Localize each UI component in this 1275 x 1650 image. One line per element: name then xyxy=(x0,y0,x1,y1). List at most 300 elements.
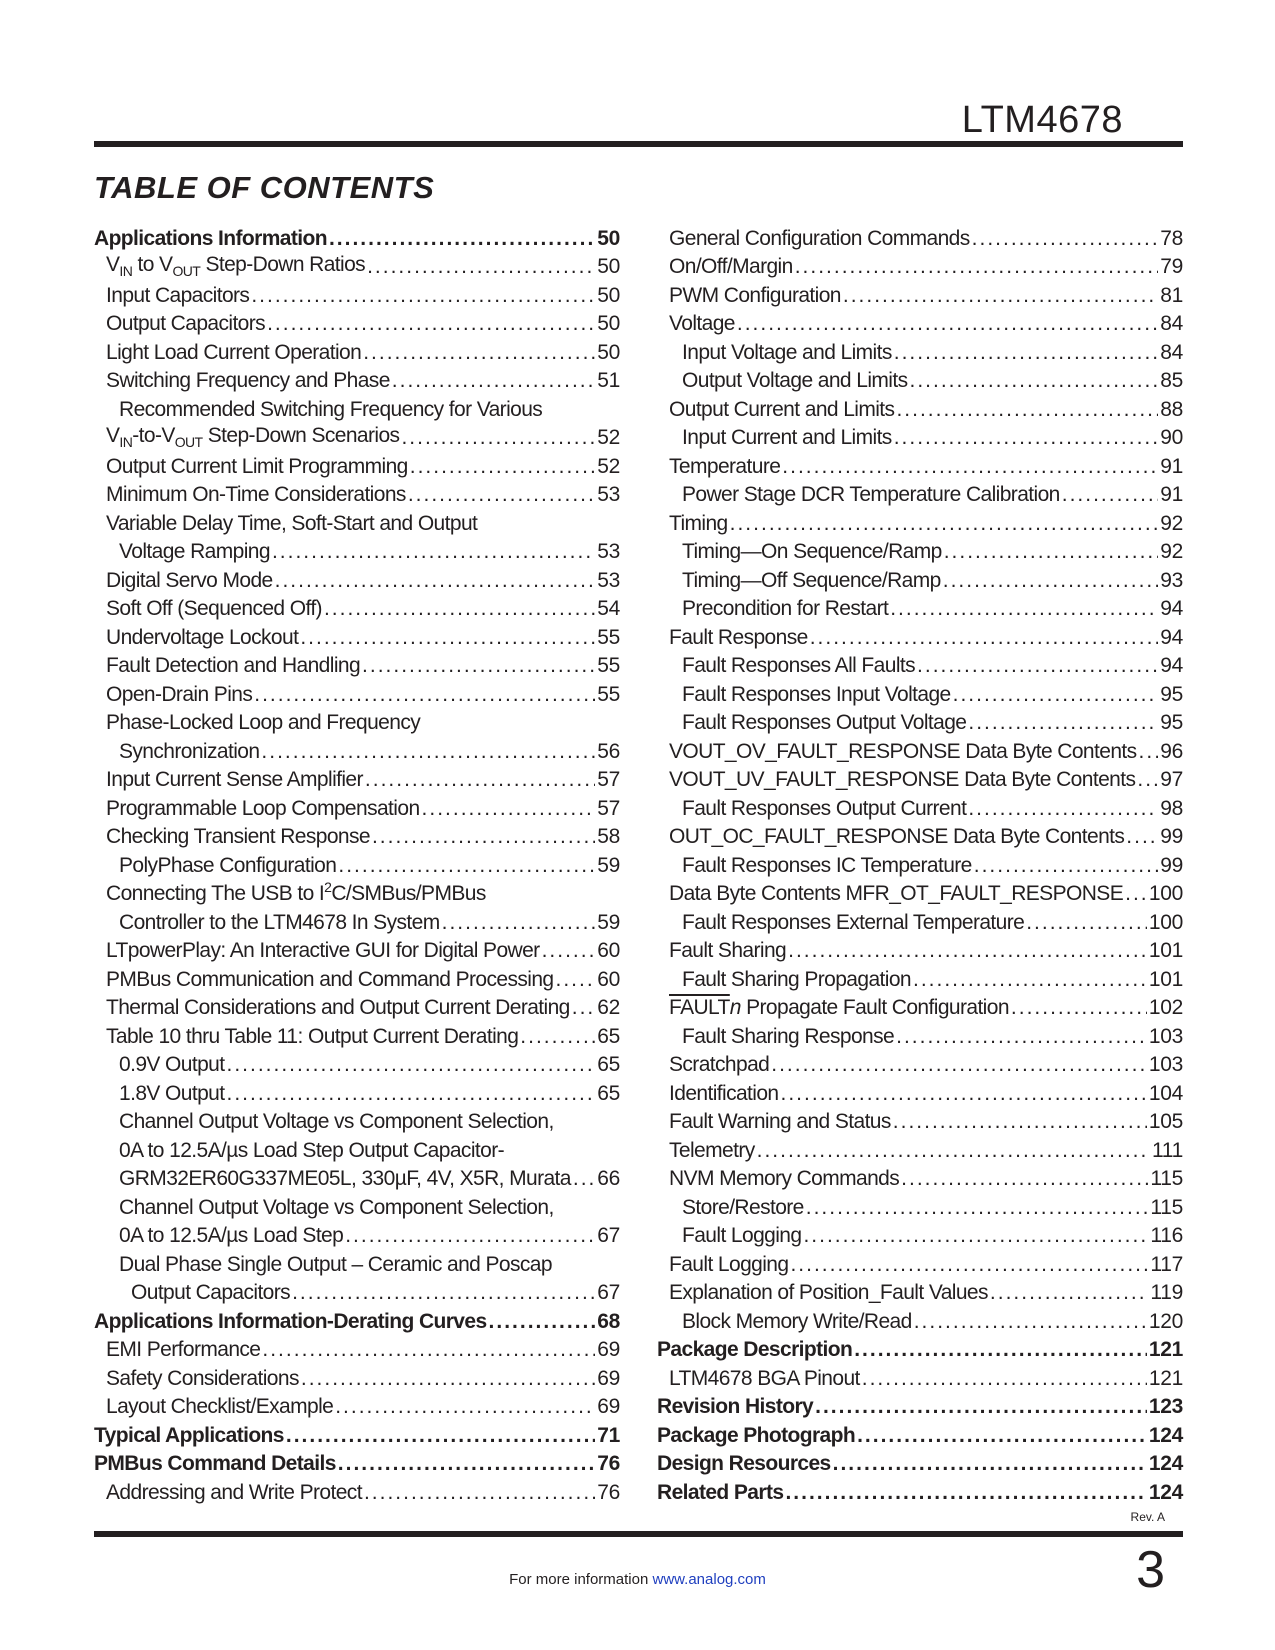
toc-entry-page: 51 xyxy=(597,369,620,392)
toc-entry-title: Temperature xyxy=(669,454,781,478)
toc-leader-dots xyxy=(968,797,1158,821)
toc-entry[interactable] xyxy=(657,1362,1183,1391)
toc-entry-page: 85 xyxy=(1160,369,1183,392)
toc-entry[interactable] xyxy=(657,1248,1183,1277)
toc-entry-title: Open-Drain Pins xyxy=(106,682,253,706)
toc-entry[interactable] xyxy=(657,308,1183,337)
toc-entry-title: Fault Responses Output Current xyxy=(682,796,967,820)
toc-leader-dots xyxy=(226,1082,595,1106)
toc-entry-page: 53 xyxy=(597,568,620,592)
toc-entry[interactable] xyxy=(657,564,1183,593)
toc-entry[interactable] xyxy=(657,1476,1183,1505)
toc-entry-page: 95 xyxy=(1160,682,1183,706)
toc-entry[interactable] xyxy=(94,336,620,365)
toc-entry-title: Switching Frequency and Phase xyxy=(106,369,390,392)
toc-entry[interactable] xyxy=(657,1020,1183,1049)
toc-leader-dots xyxy=(275,569,596,593)
toc-leader-dots xyxy=(542,939,596,963)
toc-leader-dots xyxy=(300,626,595,650)
toc-entry-page: 59 xyxy=(597,910,620,934)
toc-entry-title: VOUT_UV_FAULT_RESPONSE Data Byte Contents xyxy=(669,768,1136,791)
toc-leader-dots xyxy=(573,1167,595,1191)
toc-entry[interactable] xyxy=(94,1334,620,1363)
toc-leader-dots xyxy=(520,1025,595,1049)
toc-entry-title: Fault Responses IC Temperature xyxy=(682,853,972,877)
toc-entry[interactable] xyxy=(94,1305,620,1334)
toc-entry[interactable] xyxy=(94,365,620,394)
toc-leader-dots xyxy=(790,1253,1148,1277)
footer-link[interactable]: www.analog.com xyxy=(652,1571,766,1588)
toc-entry-page: 93 xyxy=(1160,568,1183,592)
toc-entry[interactable] xyxy=(94,564,620,593)
toc-entry-page: 65 xyxy=(597,1024,620,1048)
toc-entry-page: 101 xyxy=(1148,967,1183,991)
toc-entry-page: 104 xyxy=(1148,1081,1183,1105)
toc-entry[interactable] xyxy=(94,849,620,878)
toc-leader-dots xyxy=(261,740,595,764)
toc-entry-page: 55 xyxy=(597,682,620,706)
toc-leader-dots xyxy=(262,1338,595,1362)
toc-entry[interactable] xyxy=(657,450,1183,479)
toc-leader-dots xyxy=(286,1424,595,1448)
toc-entry[interactable] xyxy=(94,1191,620,1220)
toc-leader-dots xyxy=(301,1367,595,1391)
toc-leader-dots xyxy=(364,1481,595,1505)
toc-leader-dots xyxy=(365,768,595,792)
toc-entry-page: 65 xyxy=(597,1053,620,1076)
toc-entry[interactable] xyxy=(94,992,620,1021)
toc-entry[interactable] xyxy=(94,222,620,251)
toc-leader-dots xyxy=(335,1395,595,1419)
toc-entry[interactable] xyxy=(657,1334,1183,1363)
toc-entry-title: Safety Considerations xyxy=(106,1366,299,1390)
toc-entry-page: 55 xyxy=(597,625,620,649)
toc-entry-title: Fault Sharing xyxy=(669,939,787,962)
toc-entry-page: 55 xyxy=(597,654,620,677)
toc-entry[interactable] xyxy=(94,1220,620,1249)
toc-leader-dots xyxy=(1011,996,1147,1020)
toc-entry-title: Precondition for Restart xyxy=(682,597,889,620)
toc-entry[interactable] xyxy=(657,1220,1183,1249)
toc-entry-title: Light Load Current Operation xyxy=(106,340,362,364)
toc-entry[interactable] xyxy=(657,849,1183,878)
toc-leader-dots xyxy=(442,911,596,935)
toc-entry-page: 76 xyxy=(597,1480,620,1504)
toc-entry[interactable] xyxy=(657,707,1183,736)
toc-entry-title: 0.9V Output xyxy=(119,1053,225,1076)
toc-entry-page: 100 xyxy=(1148,910,1183,934)
toc-entry-page: 50 xyxy=(597,226,620,250)
part-number: LTM4678 xyxy=(961,99,1123,141)
toc-leader-dots xyxy=(1126,825,1158,849)
toc-entry-title: Fault Detection and Handling xyxy=(106,654,361,677)
toc-entry[interactable] xyxy=(94,650,620,679)
toc-entry-page: 94 xyxy=(1160,625,1183,649)
toc-entry[interactable] xyxy=(94,1362,620,1391)
toc-leader-dots xyxy=(1026,911,1147,935)
toc-entry[interactable] xyxy=(657,365,1183,394)
toc-entry-page: 50 xyxy=(597,312,620,335)
toc-entry-page: 91 xyxy=(1160,483,1183,506)
toc-entry[interactable] xyxy=(94,507,620,536)
toc-entry[interactable] xyxy=(94,1248,620,1277)
toc-entry[interactable] xyxy=(94,935,620,964)
toc-entry-page: 57 xyxy=(597,768,620,791)
toc-entry-title: Power Stage DCR Temperature Calibration xyxy=(682,483,1060,506)
toc-entry[interactable] xyxy=(657,935,1183,964)
toc-entry-title: EMI Performance xyxy=(106,1338,261,1361)
toc-entry[interactable] xyxy=(657,1077,1183,1106)
toc-entry[interactable] xyxy=(657,1049,1183,1078)
toc-leader-dots xyxy=(408,483,595,507)
toc-entry-title: LTM4678 BGA Pinout xyxy=(669,1366,860,1390)
toc-entry[interactable] xyxy=(94,1077,620,1106)
toc-entry-title: PolyPhase Configuration xyxy=(119,853,337,877)
toc-entry[interactable] xyxy=(94,1277,620,1306)
toc-entry[interactable] xyxy=(94,1134,620,1163)
toc-leader-dots xyxy=(1062,483,1159,507)
toc-entry[interactable] xyxy=(657,650,1183,679)
toc-entry[interactable] xyxy=(657,393,1183,422)
toc-entry-title: Fault Logging xyxy=(682,1224,802,1247)
toc-leader-dots xyxy=(345,1224,595,1248)
toc-entry-title: $V_{IN}-to-V_{OUT}$ Step-Down Scenarios xyxy=(106,423,400,450)
toc-entry-page: 69 xyxy=(597,1366,620,1390)
toc-entry-page: 121 xyxy=(1148,1366,1183,1390)
footer-rule xyxy=(94,1531,1183,1537)
toc-entry-title: 0A to 12.5A/µs Load Step Output Capacitor- xyxy=(119,1138,504,1162)
toc-entry-title: Table 10 thru Table 11: Output Current Derating xyxy=(106,1024,519,1048)
toc-leader-dots xyxy=(810,626,1159,650)
toc-entry-page: 96 xyxy=(1160,739,1183,763)
toc-entry[interactable] xyxy=(94,536,620,565)
toc-entry-page: 103 xyxy=(1148,1053,1183,1076)
toc-entry-title: $V_{IN}$ to $V_{OUT}$ Step-Down Ratios xyxy=(106,252,366,279)
toc-entry-title: Applications Information-Derating Curves xyxy=(94,1309,487,1333)
toc-leader-dots xyxy=(894,426,1159,450)
toc-entry-page: 99 xyxy=(1160,853,1183,877)
toc-entry-title: Digital Servo Mode xyxy=(106,568,273,592)
toc-leader-dots xyxy=(914,1310,1147,1334)
page-title: TABLE OF CONTENTS xyxy=(94,170,435,205)
toc-leader-dots xyxy=(782,455,1158,479)
toc-entry-title: Typical Applications xyxy=(94,1423,284,1447)
toc-entry-page: 115 xyxy=(1150,1195,1183,1219)
toc-entry-page: 58 xyxy=(597,825,620,848)
toc-entry-page: 94 xyxy=(1160,654,1183,677)
toc-entry[interactable] xyxy=(94,1476,620,1505)
toc-entry[interactable] xyxy=(657,1134,1183,1163)
toc-entry-page: 121 xyxy=(1148,1338,1183,1361)
toc-entry[interactable] xyxy=(94,821,620,850)
toc-entry-page: 68 xyxy=(597,1309,620,1333)
toc-leader-dots xyxy=(422,797,596,821)
toc-entry-title: Fault Sharing Propagation xyxy=(682,967,911,991)
toc-entry[interactable] xyxy=(657,621,1183,650)
toc-entry-title: Identification xyxy=(669,1081,779,1105)
toc-entry-title: LTpowerPlay: An Interactive GUI for Digital Power xyxy=(106,939,540,962)
toc-entry-page: 59 xyxy=(597,853,620,877)
toc-leader-dots xyxy=(329,227,595,251)
toc-leader-dots xyxy=(795,255,1159,279)
toc-entry[interactable] xyxy=(94,1049,620,1078)
toc-entry-title: Store/Restore xyxy=(682,1195,804,1219)
toc-entry-title: PMBus Communication and Command Processing xyxy=(106,967,554,991)
toc-entry[interactable] xyxy=(94,279,620,308)
toc-entry[interactable] xyxy=(94,1020,620,1049)
revision-label: Rev. A xyxy=(1130,1510,1165,1524)
toc-leader-dots xyxy=(785,1481,1146,1505)
toc-entry-page: 62 xyxy=(597,996,620,1019)
toc-leader-dots xyxy=(410,455,595,479)
toc-leader-dots xyxy=(913,968,1147,992)
toc-entry-title: Fault Responses All Faults xyxy=(682,654,916,677)
toc-entry-title: PMBus Command Details xyxy=(94,1452,336,1475)
toc-leader-dots xyxy=(1137,768,1158,792)
toc-leader-dots xyxy=(862,1367,1147,1391)
toc-entry[interactable] xyxy=(657,1106,1183,1135)
toc-leader-dots xyxy=(896,1025,1147,1049)
toc-entry-title: Fault Logging xyxy=(669,1252,789,1276)
toc-entry[interactable] xyxy=(94,1419,620,1448)
toc-entry[interactable] xyxy=(94,1106,620,1135)
toc-entry[interactable] xyxy=(657,479,1183,508)
toc-leader-dots xyxy=(489,1310,596,1334)
toc-entry-title: Package Photograph xyxy=(657,1423,856,1447)
toc-leader-dots xyxy=(367,255,595,279)
toc-entry[interactable] xyxy=(94,735,620,764)
toc-entry-title: Timing xyxy=(669,511,728,535)
toc-entry-title: Design Resources xyxy=(657,1452,831,1475)
toc-entry-page: 50 xyxy=(597,255,620,278)
toc-leader-dots xyxy=(890,597,1158,621)
toc-entry[interactable] xyxy=(657,764,1183,793)
toc-entry-page: 117 xyxy=(1150,1252,1183,1276)
toc-entry-page: 105 xyxy=(1148,1110,1183,1133)
toc-entry-title: Timing—Off Sequence/Ramp xyxy=(682,568,941,592)
toc-leader-dots xyxy=(944,540,1159,564)
toc-entry[interactable] xyxy=(94,707,620,736)
toc-entry-page: 84 xyxy=(1160,312,1183,335)
toc-entry-title: Revision History xyxy=(657,1395,814,1418)
toc-entry-page: 92 xyxy=(1160,540,1183,563)
toc-leader-dots xyxy=(910,369,1159,393)
toc-entry[interactable] xyxy=(657,336,1183,365)
toc-entry-title: Block Memory Write/Read xyxy=(682,1309,912,1333)
toc-entry[interactable] xyxy=(657,593,1183,622)
toc-entry[interactable] xyxy=(657,279,1183,308)
toc-entry-page: 115 xyxy=(1150,1167,1183,1190)
toc-entry-page: 76 xyxy=(597,1452,620,1475)
toc-entry[interactable] xyxy=(94,906,620,935)
toc-entry[interactable] xyxy=(657,735,1183,764)
toc-entry[interactable] xyxy=(94,621,620,650)
toc-entry-title: Voltage Ramping xyxy=(119,540,270,563)
toc-entry-page: 124 xyxy=(1148,1452,1183,1475)
toc-entry-title: Timing—On Sequence/Ramp xyxy=(682,540,942,563)
toc-entry-page: 54 xyxy=(597,597,620,620)
toc-entry-title: Checking Transient Response xyxy=(106,825,370,848)
toc-entry[interactable] xyxy=(94,792,620,821)
toc-entry-page: 60 xyxy=(597,967,620,991)
toc-entry-title: Input Current and Limits xyxy=(682,426,892,449)
toc-entry-title: Related Parts xyxy=(657,1480,784,1504)
toc-entry[interactable] xyxy=(94,450,620,479)
toc-entry[interactable] xyxy=(657,222,1183,251)
toc-entry-title: Fault Responses Input Voltage xyxy=(682,682,951,706)
toc-entry-title: Explanation of Position_Fault Values xyxy=(669,1281,988,1304)
toc-entry[interactable] xyxy=(94,1163,620,1192)
toc-entry-title: Addressing and Write Protect xyxy=(106,1480,362,1504)
toc-entry-title: Package Description xyxy=(657,1338,853,1361)
toc-entry[interactable] xyxy=(94,963,620,992)
toc-entry-title: Controller to the LTM4678 In System xyxy=(119,910,440,934)
toc-entry[interactable] xyxy=(657,422,1183,451)
toc-entry[interactable] xyxy=(657,792,1183,821)
toc-leader-dots xyxy=(1139,740,1159,764)
toc-entry-page: 90 xyxy=(1160,426,1183,449)
toc-entry-title: Applications Information xyxy=(94,226,327,250)
toc-entry[interactable] xyxy=(94,593,620,622)
toc-left-column xyxy=(94,222,620,1505)
toc-entry-page: 95 xyxy=(1160,711,1183,734)
toc-entry-title: Programmable Loop Compensation xyxy=(106,796,420,820)
toc-entry[interactable] xyxy=(657,507,1183,536)
toc-leader-dots xyxy=(226,1053,595,1077)
toc-leader-dots xyxy=(757,1139,1150,1163)
toc-entry-page: 66 xyxy=(597,1167,620,1190)
toc-entry-title: Layout Checklist/Example xyxy=(106,1395,334,1418)
toc-entry[interactable] xyxy=(657,1448,1183,1477)
toc-leader-dots xyxy=(254,683,595,707)
toc-entry-title: Recommended Switching Frequency for Various xyxy=(119,397,543,421)
footer-info xyxy=(0,1571,1275,1588)
toc-entry-title: 0A to 12.5A/µs Load Step xyxy=(119,1224,344,1247)
toc-entry-page: 84 xyxy=(1160,340,1183,364)
toc-leader-dots xyxy=(362,654,595,678)
toc-entry-page: 57 xyxy=(597,796,620,820)
toc-leader-dots xyxy=(806,1196,1149,1220)
toc-entry[interactable] xyxy=(94,422,620,451)
toc-entry[interactable] xyxy=(657,1305,1183,1334)
toc-entry[interactable] xyxy=(657,1391,1183,1420)
toc-entry-page: 111 xyxy=(1151,1138,1183,1162)
toc-entry[interactable] xyxy=(657,1163,1183,1192)
toc-entry-page: 50 xyxy=(597,283,620,307)
toc-entry-title: VOUT_OV_FAULT_RESPONSE Data Byte Contents xyxy=(669,739,1137,763)
toc-entry-page: 81 xyxy=(1160,283,1183,307)
toc-leader-dots xyxy=(737,312,1158,336)
toc-entry-page: 97 xyxy=(1160,768,1183,791)
toc-leader-dots xyxy=(943,569,1159,593)
toc-entry-title: Phase-Locked Loop and Frequency xyxy=(106,711,421,734)
toc-leader-dots xyxy=(771,1053,1147,1077)
toc-entry-title: Connecting The USB to $I^2C/SMBus$/PMBus xyxy=(106,879,486,905)
toc-entry-page: 69 xyxy=(597,1338,620,1361)
toc-entry[interactable] xyxy=(657,992,1183,1021)
toc-leader-dots xyxy=(324,597,595,621)
toc-entry[interactable] xyxy=(94,764,620,793)
toc-leader-dots xyxy=(901,1167,1148,1191)
toc-entry[interactable] xyxy=(94,878,620,907)
toc-entry[interactable] xyxy=(94,479,620,508)
toc-entry[interactable] xyxy=(657,906,1183,935)
toc-entry-page: 56 xyxy=(597,739,620,763)
toc-entry-title: Input Capacitors xyxy=(106,283,250,307)
toc-entry-page: 100 xyxy=(1148,882,1183,905)
toc-entry[interactable] xyxy=(657,536,1183,565)
toc-leader-dots xyxy=(917,654,1158,678)
toc-entry[interactable] xyxy=(94,1448,620,1477)
toc-entry-page: 119 xyxy=(1150,1281,1183,1304)
toc-entry[interactable] xyxy=(657,1277,1183,1306)
toc-entry-page: 88 xyxy=(1160,397,1183,421)
toc-entry[interactable] xyxy=(657,1191,1183,1220)
toc-leader-dots xyxy=(990,1281,1149,1305)
toc-entry[interactable] xyxy=(94,308,620,337)
toc-leader-dots xyxy=(843,284,1158,308)
toc-entry-title: Synchronization xyxy=(119,739,260,763)
toc-entry-title: GRM32ER60G337ME05L, 330µF, 4V, X5R, Murata xyxy=(119,1167,571,1190)
toc-leader-dots xyxy=(896,398,1158,422)
toc-entry-page: 124 xyxy=(1148,1423,1183,1447)
toc-leader-dots xyxy=(788,939,1147,963)
toc-entry[interactable] xyxy=(657,963,1183,992)
toc-leader-dots xyxy=(292,1281,595,1305)
toc-entry[interactable] xyxy=(94,393,620,422)
toc-leader-dots xyxy=(803,1224,1148,1248)
toc-entry-title: PWM Configuration xyxy=(669,283,841,307)
toc-entry-page: 67 xyxy=(597,1224,620,1247)
toc-entry[interactable] xyxy=(94,251,620,280)
toc-leader-dots xyxy=(972,227,1159,251)
toc-entry[interactable] xyxy=(657,678,1183,707)
toc-entry-title: Soft Off (Sequenced Off) xyxy=(106,597,322,620)
toc-leader-dots xyxy=(974,854,1158,878)
toc-leader-dots xyxy=(372,825,595,849)
toc-entry-page: 102 xyxy=(1148,996,1183,1019)
toc-entry-page: 52 xyxy=(597,454,620,478)
toc-entry-page: 103 xyxy=(1148,1024,1183,1048)
toc-entry[interactable] xyxy=(657,1419,1183,1448)
toc-entry-page: 116 xyxy=(1150,1224,1183,1247)
toc-entry-title: Dual Phase Single Output – Ceramic and Poscap xyxy=(119,1252,552,1276)
toc-entry-page: 69 xyxy=(597,1395,620,1418)
toc-entry-title: On/Off/Margin xyxy=(669,255,793,278)
toc-entry-title: Output Current and Limits xyxy=(669,397,895,421)
toc-entry-title: Fault Warning and Status xyxy=(669,1110,891,1133)
toc-leader-dots xyxy=(730,512,1159,536)
toc-entry[interactable] xyxy=(657,878,1183,907)
toc-leader-dots xyxy=(781,1082,1147,1106)
toc-entry-title: Input Voltage and Limits xyxy=(682,340,892,364)
toc-entry-page: 91 xyxy=(1160,454,1183,478)
footer-more-info-label: For more information xyxy=(509,1571,649,1588)
toc-entry[interactable] xyxy=(657,251,1183,280)
toc-leader-dots xyxy=(894,341,1158,365)
toc-entry-title: 1.8V Output xyxy=(119,1081,225,1105)
toc-entry-page: 123 xyxy=(1148,1395,1183,1418)
toc-entry[interactable] xyxy=(94,1391,620,1420)
toc-entry[interactable] xyxy=(657,821,1183,850)
toc-entry[interactable] xyxy=(94,678,620,707)
toc-entry-page: 94 xyxy=(1160,597,1183,620)
toc-entry-title: Undervoltage Lockout xyxy=(106,625,299,649)
toc-entry-title: Fault Sharing Response xyxy=(682,1024,895,1048)
toc-entry-title: Scratchpad xyxy=(669,1053,770,1076)
toc-entry-title: Output Voltage and Limits xyxy=(682,369,908,392)
toc-entry-title: Variable Delay Time, Soft-Start and Output xyxy=(106,511,478,535)
